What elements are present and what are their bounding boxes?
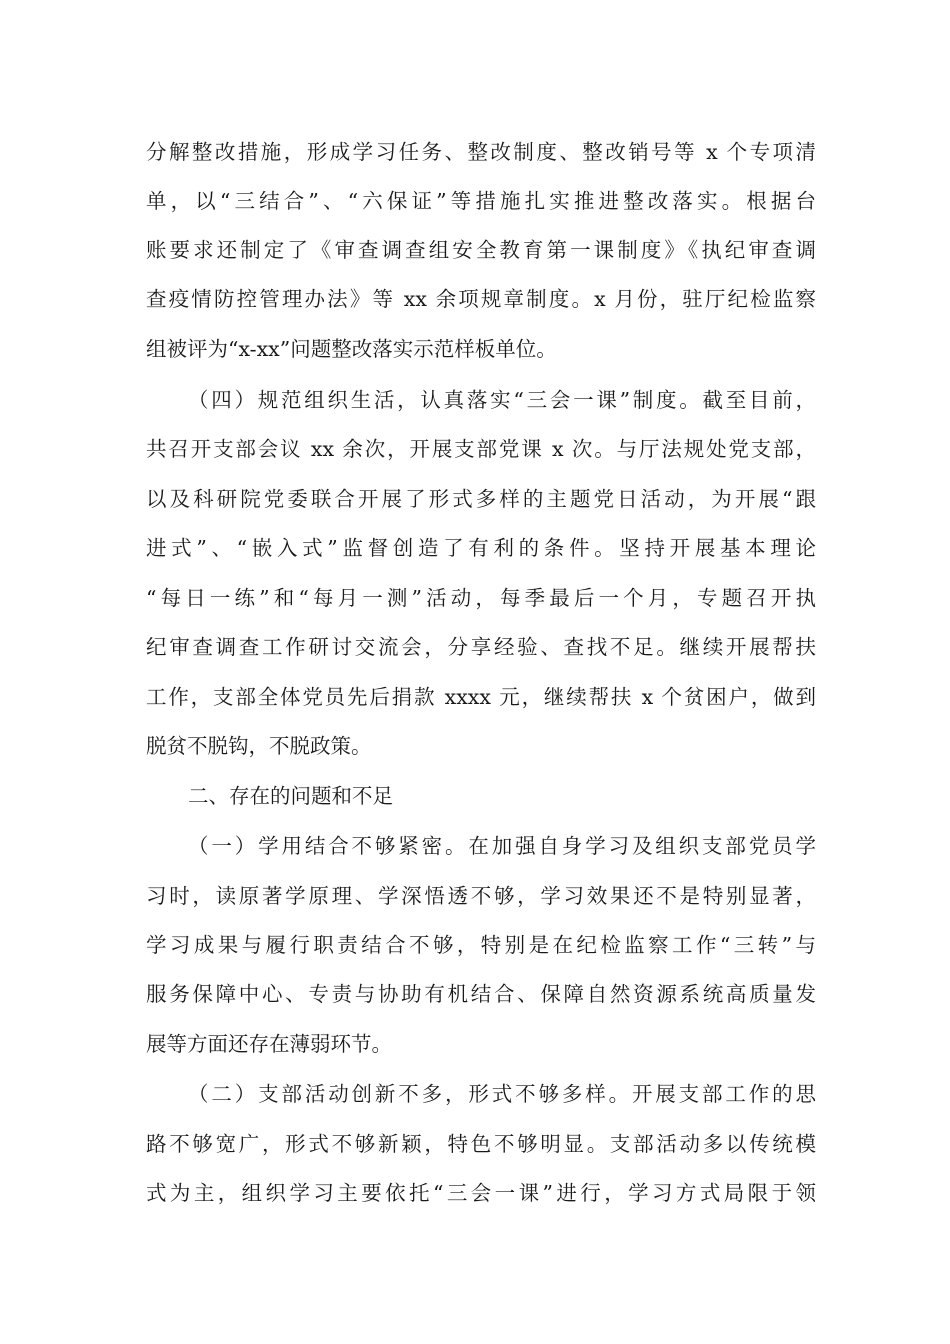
- body-text-line: 以及科研院党委联合开展了形式多样的主题党日活动，为开展“跟: [146, 487, 816, 511]
- section-four-heading-line: （四）规范组织生活，认真落实“三会一课”制度。截至目前，: [188, 388, 816, 412]
- body-text-line: “每日一练”和“每月一测”活动，每季最后一个月，专题召开执: [146, 586, 816, 610]
- body-text-line: 进式”、“嵌入式”监督创造了有利的条件。坚持开展基本理论: [146, 536, 816, 560]
- body-text-line: 服务保障中心、专责与协助有机结合、保障自然资源系统高质量发: [146, 982, 816, 1006]
- body-text-line: 脱贫不脱钩，不脱政策。: [146, 734, 372, 758]
- body-text-line: 工作，支部全体党员先后捐款 xxxx 元，继续帮扶 x 个贫困户，做到: [146, 685, 816, 709]
- body-text-line: 学习成果与履行职责结合不够，特别是在纪检监察工作“三转”与: [146, 933, 816, 957]
- body-text-line: 查疫情防控管理办法》等 xx 余项规章制度。x 月份，驻厅纪检监察: [146, 287, 816, 311]
- body-text-line: 式为主，组织学习主要依托“三会一课”进行，学习方式局限于领: [146, 1181, 816, 1205]
- body-text-line: 纪审查调查工作研讨交流会，分享经验、查找不足。继续开展帮扶: [146, 635, 816, 659]
- body-text-line: 单，以“三结合”、“六保证”等措施扎实推进整改落实。根据台: [146, 189, 816, 213]
- body-text-line: 路不够宽广，形式不够新颖，特色不够明显。支部活动多以传统模: [146, 1132, 816, 1156]
- body-text-line: 共召开支部会议 xx 余次，开展支部党课 x 次。与厅法规处党支部，: [146, 437, 816, 461]
- problem-two-heading-line: （二）支部活动创新不多，形式不够多样。开展支部工作的思: [188, 1082, 816, 1106]
- body-text-line: 展等方面还存在薄弱环节。: [146, 1032, 392, 1056]
- body-text-line: 习时，读原著学原理、学深悟透不够，学习效果还不是特别显著，: [146, 884, 816, 908]
- body-text-line: 账要求还制定了《审查调查组安全教育第一课制度》《执纪审查调: [146, 238, 816, 262]
- body-text-line: 组被评为“x-xx”问题整改落实示范样板单位。: [146, 337, 557, 361]
- problem-one-heading-line: （一）学用结合不够紧密。在加强自身学习及组织支部党员学: [188, 834, 816, 858]
- body-text-line: 分解整改措施，形成学习任务、整改制度、整改销号等 x 个专项清: [146, 140, 816, 164]
- section-two-heading: 二、存在的问题和不足: [188, 784, 393, 808]
